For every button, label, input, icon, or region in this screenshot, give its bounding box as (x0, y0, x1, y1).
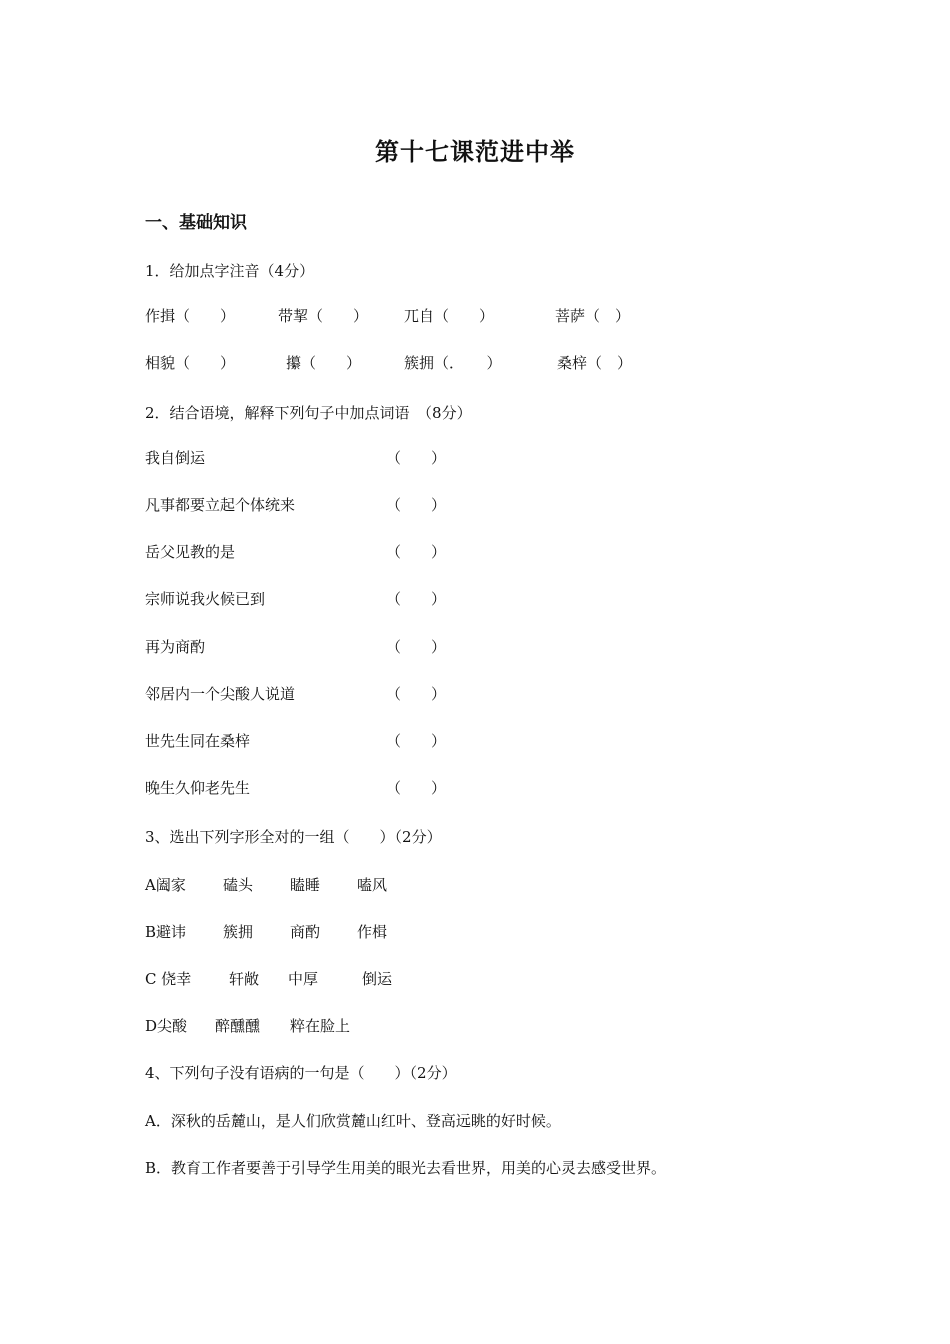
question-4-prompt: 4、下列句子没有语病的一句是（ ）（2分） (145, 1064, 457, 1082)
option-word: 粹在脸上 (290, 1017, 351, 1035)
option-word: A阖家 (145, 876, 186, 894)
option-a: A．深秋的岳麓山，是人们欣赏麓山红叶、登高远眺的好时候。 (145, 1112, 561, 1130)
answer-blank: （ ） (386, 496, 447, 514)
option-word: 作楫 (357, 923, 388, 941)
option-word: 磕头 (223, 876, 254, 894)
pinyin-item: 带挈（ ） (278, 307, 369, 325)
pinyin-item: 作揖（ ） (145, 307, 236, 325)
option-b: B．教育工作者要善于引导学生用美的眼光去看世界，用美的心灵去感受世界。 (145, 1159, 667, 1177)
option-word: C 侥幸 (145, 970, 192, 988)
answer-blank: （ ） (386, 449, 447, 467)
page-title: 第十七课范进中举 (375, 138, 575, 166)
pinyin-item: 攥（ ） (286, 354, 362, 372)
phrase-item: 晚生久仰老先生 (145, 779, 251, 797)
answer-blank: （ ） (386, 543, 447, 561)
phrase-item: 邻居内一个尖酸人说道 (145, 685, 296, 703)
phrase-item: 凡事都要立起个体统来 (145, 496, 296, 514)
phrase-item: 岳父见教的是 (145, 543, 236, 561)
answer-blank: （ ） (386, 779, 447, 797)
pinyin-item: 桑梓（ ） (557, 354, 633, 372)
option-word: 倒运 (362, 970, 393, 988)
option-word: B避讳 (145, 923, 187, 941)
option-word: 中厚 (288, 970, 319, 988)
phrase-item: 世先生同在桑梓 (145, 732, 251, 750)
phrase-item: 宗师说我火候已到 (145, 590, 266, 608)
pinyin-item: 簇拥（． ） (404, 354, 502, 372)
option-word: 嗑风 (357, 876, 388, 894)
phrase-item: 再为商酌 (145, 638, 206, 656)
pinyin-item: 兀自（ ） (404, 307, 495, 325)
option-word: D尖酸 (145, 1017, 188, 1035)
answer-blank: （ ） (386, 638, 447, 656)
question-3-prompt: 3、选出下列字形全对的一组（ ）（2分） (145, 828, 442, 846)
option-word: 瞌睡 (290, 876, 321, 894)
pinyin-item: 相貌（ ） (145, 354, 236, 372)
pinyin-item: 菩萨（ ） (555, 307, 631, 325)
option-word: 轩敞 (229, 970, 260, 988)
answer-blank: （ ） (386, 685, 447, 703)
section-heading: 一、基础知识 (145, 213, 247, 233)
answer-blank: （ ） (386, 590, 447, 608)
phrase-item: 我自倒运 (145, 449, 206, 467)
answer-blank: （ ） (386, 732, 447, 750)
question-1-prompt: 1．给加点字注音（4分） (145, 262, 315, 280)
option-word: 商酌 (290, 923, 321, 941)
question-2-prompt: 2．结合语境，解释下列句子中加点词语 （8分） (145, 404, 472, 422)
option-word: 醉醺醺 (215, 1017, 261, 1035)
option-word: 簇拥 (223, 923, 254, 941)
